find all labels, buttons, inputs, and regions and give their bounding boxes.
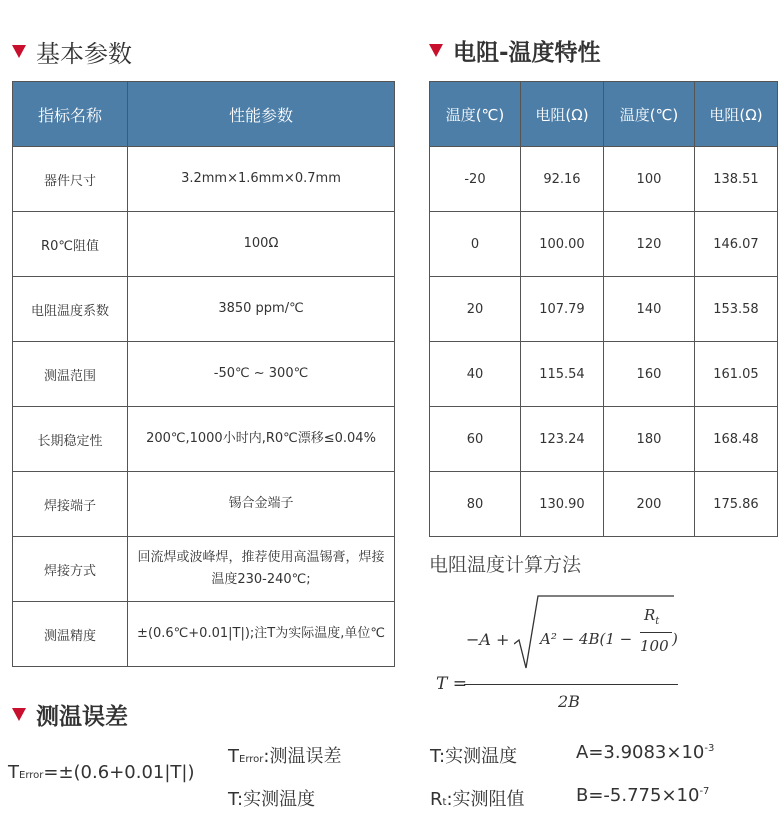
formula-inner-fraction-bar (640, 632, 672, 633)
param-name: 长期稳定性 (13, 407, 128, 472)
temp-cell: 200 (603, 472, 694, 537)
temp-cell: 40 (430, 342, 521, 407)
resistance-cell: 175.86 (694, 472, 777, 537)
resistance-cell: 107.79 (520, 277, 603, 342)
table-row (13, 342, 395, 407)
table-row (430, 342, 778, 407)
header-temp-2: 温度(℃) (603, 82, 694, 147)
param-value: 回流焊或波峰焊，推荐使用高温锡膏，焊接温度230-240℃; (128, 537, 395, 602)
table-row (430, 212, 778, 277)
temp-cell: 140 (603, 277, 694, 342)
table-row (13, 277, 395, 342)
resistance-cell: 146.07 (694, 212, 777, 277)
temp-cell: -20 (430, 147, 521, 212)
table-row (430, 277, 778, 342)
temp-cell: 80 (430, 472, 521, 537)
table-row (13, 407, 395, 472)
resistance-cell: 153.58 (694, 277, 777, 342)
temp-cell: 160 (603, 342, 694, 407)
param-value: 200℃,1000小时内,R0℃漂移≤0.04% (128, 407, 395, 472)
param-value: 锡合金端子 (128, 472, 395, 537)
temp-cell: 100 (603, 147, 694, 212)
rt-title: 电阻-温度特性 (453, 40, 601, 66)
table-row (430, 147, 778, 212)
basic-params-title: 基本参数 (36, 40, 132, 68)
param-name: 焊接方式 (13, 537, 128, 602)
table-row (13, 537, 395, 602)
header-res-1: 电阻(Ω) (520, 82, 603, 147)
resistance-cell: 115.54 (520, 342, 603, 407)
table-row (13, 212, 395, 277)
temp-cell: 0 (430, 212, 521, 277)
formula-frac-den: 100 (640, 637, 669, 655)
param-value: ±(0.6℃+0.01|T|);注T为实际温度,单位℃ (128, 602, 395, 667)
rt-heading (429, 34, 601, 67)
resistance-cell: 161.05 (694, 342, 777, 407)
terror-definition: TError:测温误差 (228, 746, 342, 767)
formula-title: 电阻温度计算方法 (429, 554, 582, 576)
a-constant: $A=3.9083\times 10^{-3}$ (576, 742, 715, 763)
formula-radicand-prefix: A² − 4B(1 − (540, 630, 633, 648)
resistance-cell: 168.48 (694, 407, 777, 472)
header-name: 指标名称 (13, 82, 128, 147)
resistance-cell: 100.00 (520, 212, 603, 277)
t-definition-right: T:实测温度 (430, 746, 518, 767)
triangle-marker-icon (429, 44, 443, 57)
table-header-row (430, 82, 778, 147)
table-row (13, 147, 395, 212)
formula-main-fraction-bar (464, 684, 678, 685)
triangle-marker-icon (12, 708, 26, 721)
temp-cell: 120 (603, 212, 694, 277)
error-heading (12, 698, 128, 731)
temp-cell: 20 (430, 277, 521, 342)
resistance-cell: 130.90 (520, 472, 603, 537)
param-value: 3.2mm×1.6mm×0.7mm (128, 147, 395, 212)
basic-params-table (12, 81, 395, 667)
resistance-cell: 92.16 (520, 147, 603, 212)
param-name: 测温精度 (13, 602, 128, 667)
temp-cell: 180 (603, 407, 694, 472)
rt-definition: Rt:实测阻值 (430, 789, 525, 810)
formula-denominator: 2B (558, 692, 580, 711)
param-name: 器件尺寸 (13, 147, 128, 212)
table-row (430, 472, 778, 537)
resistance-cell: 123.24 (520, 407, 603, 472)
table-row (13, 472, 395, 537)
formula-numerator-prefix: −A + (466, 630, 510, 649)
header-temp-1: 温度(℃) (430, 82, 521, 147)
table-row (430, 407, 778, 472)
t-definition-left: T:实测温度 (228, 789, 316, 810)
temp-cell: 60 (430, 407, 521, 472)
error-title: 测温误差 (36, 704, 128, 730)
param-value: 100Ω (128, 212, 395, 277)
header-res-2: 电阻(Ω) (694, 82, 777, 147)
b-constant: $B=-5.775\times 10^{-7}$ (576, 785, 710, 806)
basic-params-heading (12, 34, 132, 69)
formula-block (436, 592, 676, 722)
formula-lhs: T = (436, 674, 467, 694)
terror-formula: TError=±(0.6+0.01|T|) (8, 762, 195, 783)
param-name: 焊接端子 (13, 472, 128, 537)
resistance-cell: 138.51 (694, 147, 777, 212)
param-value: 3850 ppm/℃ (128, 277, 395, 342)
param-name: R0℃阻值 (13, 212, 128, 277)
param-name: 电阻温度系数 (13, 277, 128, 342)
triangle-marker-icon (12, 45, 26, 58)
param-name: 测温范围 (13, 342, 128, 407)
table-row (13, 602, 395, 667)
header-value: 性能参数 (128, 82, 395, 147)
table-header-row (13, 82, 395, 147)
formula-radicand-suffix: ) (672, 630, 678, 648)
formula-frac-num: $R_t$ (644, 606, 660, 627)
rt-table (429, 81, 778, 537)
param-value: -50℃ ~ 300℃ (128, 342, 395, 407)
